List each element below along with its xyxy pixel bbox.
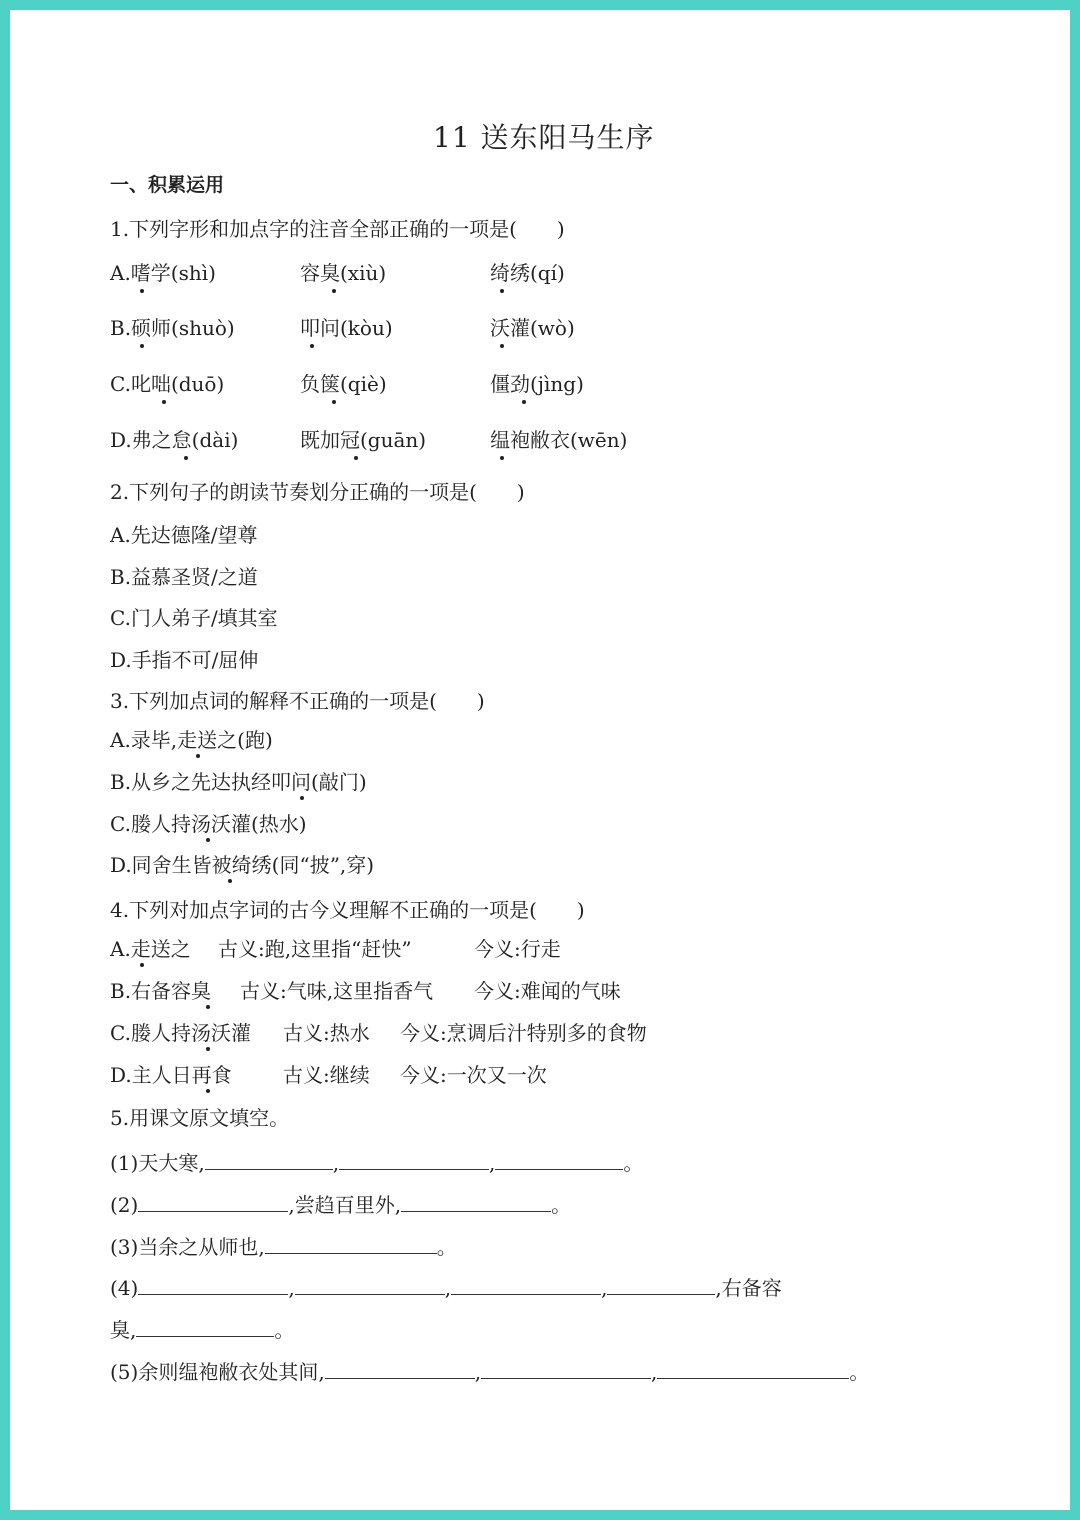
fill-line-4 [110, 1276, 782, 1298]
answer-blank[interactable] [136, 1318, 274, 1337]
fill-line-2 [110, 1193, 571, 1215]
fill-text: 。 [551, 1193, 572, 1217]
q1-option-c-2: 负箧(qiè) [300, 372, 387, 396]
emphasis-dot [140, 963, 144, 967]
page-title: 11 送东阳马生序 [433, 121, 655, 154]
fill-text: (5)余则缊袍敝衣处其间, [110, 1360, 325, 1384]
q2-option-a: A.先达德隆/望尊 [110, 523, 258, 547]
q1-option-b-2: 叩问(kòu) [300, 316, 393, 340]
q4-option-c-modern: 今义:烹调后汁特别多的食物 [400, 1021, 647, 1045]
q4-option-b-ancient: 古义:气味,这里指香气 [240, 979, 434, 1003]
emphasis-dot [500, 456, 504, 460]
question-3-stem: 3.下列加点词的解释不正确的一项是( ) [110, 689, 485, 713]
fill-text: (3)当余之从师也, [110, 1235, 265, 1259]
fill-line-4-continued [110, 1318, 294, 1340]
fill-text: (4) [110, 1276, 139, 1300]
emphasis-dot [500, 289, 504, 293]
q1-option-c-3: 僵劲(jìng) [490, 372, 584, 396]
answer-blank[interactable] [138, 1276, 288, 1295]
q1-option-b-3: 沃灌(wò) [490, 316, 575, 340]
emphasis-dot [500, 344, 504, 348]
q3-option-a: A.录毕,走送之(跑) [110, 728, 273, 752]
answer-blank[interactable] [657, 1360, 849, 1379]
emphasis-dot [162, 400, 166, 404]
answer-blank[interactable] [481, 1360, 651, 1379]
fill-text: , [651, 1360, 658, 1384]
emphasis-dot [522, 400, 526, 404]
fill-text: 。 [436, 1235, 457, 1259]
emphasis-dot [196, 754, 200, 758]
answer-blank[interactable] [607, 1276, 715, 1295]
fill-text: , [489, 1151, 496, 1175]
answer-blank[interactable] [339, 1151, 489, 1170]
emphasis-dot [140, 289, 144, 293]
fill-line-3 [110, 1235, 457, 1257]
q2-option-b: B.益慕圣贤/之道 [110, 565, 258, 589]
q1-option-a-1: A.嗜学(shì) [110, 261, 216, 285]
answer-blank[interactable] [495, 1151, 623, 1170]
fill-text: , [601, 1276, 608, 1300]
q4-option-c: C.媵人持汤沃灌 [110, 1021, 251, 1045]
q1-option-c-1: C.叱咄(duō) [110, 372, 225, 396]
fill-text: , [332, 1151, 340, 1175]
fill-text: , [474, 1360, 482, 1384]
answer-blank[interactable] [401, 1193, 551, 1212]
q4-option-a-modern: 今义:行走 [474, 937, 561, 961]
emphasis-dot [206, 1005, 210, 1009]
fill-text: ,尝趋百里外, [288, 1193, 402, 1217]
q3-option-b: B.从乡之先达执经叩问(敲门) [110, 770, 367, 794]
section-heading: 一、积累运用 [110, 174, 225, 196]
q2-option-c: C.门人弟子/填其室 [110, 606, 278, 630]
q1-option-d-1: D.弗之怠(dài) [110, 428, 239, 452]
fill-text: ,右备容 [715, 1276, 782, 1300]
q4-option-a-ancient: 古义:跑,这里指“赶快” [218, 937, 412, 961]
q4-option-d-modern: 今义:一次又一次 [400, 1063, 547, 1087]
fill-text: 。 [623, 1151, 644, 1175]
emphasis-dot [332, 400, 336, 404]
emphasis-dot [300, 796, 304, 800]
q1-option-a-3: 绮绣(qí) [490, 261, 565, 285]
answer-blank[interactable] [325, 1360, 475, 1379]
worksheet-page [10, 10, 1070, 1510]
q3-option-d: D.同舍生皆被绮绣(同“披”,穿) [110, 853, 375, 877]
fill-text: 。 [849, 1360, 870, 1384]
question-2-stem: 2.下列句子的朗读节奏划分正确的一项是( ) [110, 480, 525, 504]
question-5-stem: 5.用课文原文填空。 [110, 1106, 290, 1130]
q1-option-b-1: B.硕师(shuò) [110, 316, 235, 340]
emphasis-dot [332, 289, 336, 293]
q3-option-c: C.媵人持汤沃灌(热水) [110, 812, 307, 836]
fill-line-5 [110, 1360, 869, 1382]
emphasis-dot [206, 838, 210, 842]
q1-option-a-2: 容臭(xiù) [300, 261, 387, 285]
answer-blank[interactable] [138, 1193, 288, 1212]
answer-blank[interactable] [205, 1151, 333, 1170]
q4-option-d-ancient: 古义:继续 [283, 1063, 370, 1087]
q1-option-d-2: 既加冠(guān) [300, 428, 427, 452]
emphasis-dot [184, 456, 188, 460]
q4-option-c-ancient: 古义:热水 [283, 1021, 370, 1045]
q1-option-d-3: 缊袍敝衣(wēn) [490, 428, 628, 452]
q4-option-b: B.右备容臭 [110, 979, 212, 1003]
answer-blank[interactable] [295, 1276, 445, 1295]
fill-line-1 [110, 1151, 643, 1173]
question-1-stem: 1.下列字形和加点字的注音全部正确的一项是( ) [110, 217, 565, 241]
fill-text: 。 [274, 1318, 295, 1342]
emphasis-dot [310, 344, 314, 348]
fill-text: (1)天大寒, [110, 1151, 205, 1175]
fill-text: , [444, 1276, 452, 1300]
q4-option-d: D.主人日再食 [110, 1063, 232, 1087]
emphasis-dot [206, 1089, 210, 1093]
fill-text: 臭, [110, 1318, 137, 1342]
q4-option-b-modern: 今义:难闻的气味 [474, 979, 621, 1003]
question-4-stem: 4.下列对加点字词的古今义理解不正确的一项是( ) [110, 898, 585, 922]
answer-blank[interactable] [451, 1276, 601, 1295]
emphasis-dot [354, 456, 358, 460]
q4-option-a: A.走送之 [110, 937, 191, 961]
fill-text: , [288, 1276, 295, 1300]
q2-option-d: D.手指不可/屈伸 [110, 648, 259, 672]
emphasis-dot [228, 879, 232, 883]
emphasis-dot [206, 1047, 210, 1051]
emphasis-dot [140, 344, 144, 348]
fill-text: (2) [110, 1193, 139, 1217]
answer-blank[interactable] [265, 1235, 437, 1254]
